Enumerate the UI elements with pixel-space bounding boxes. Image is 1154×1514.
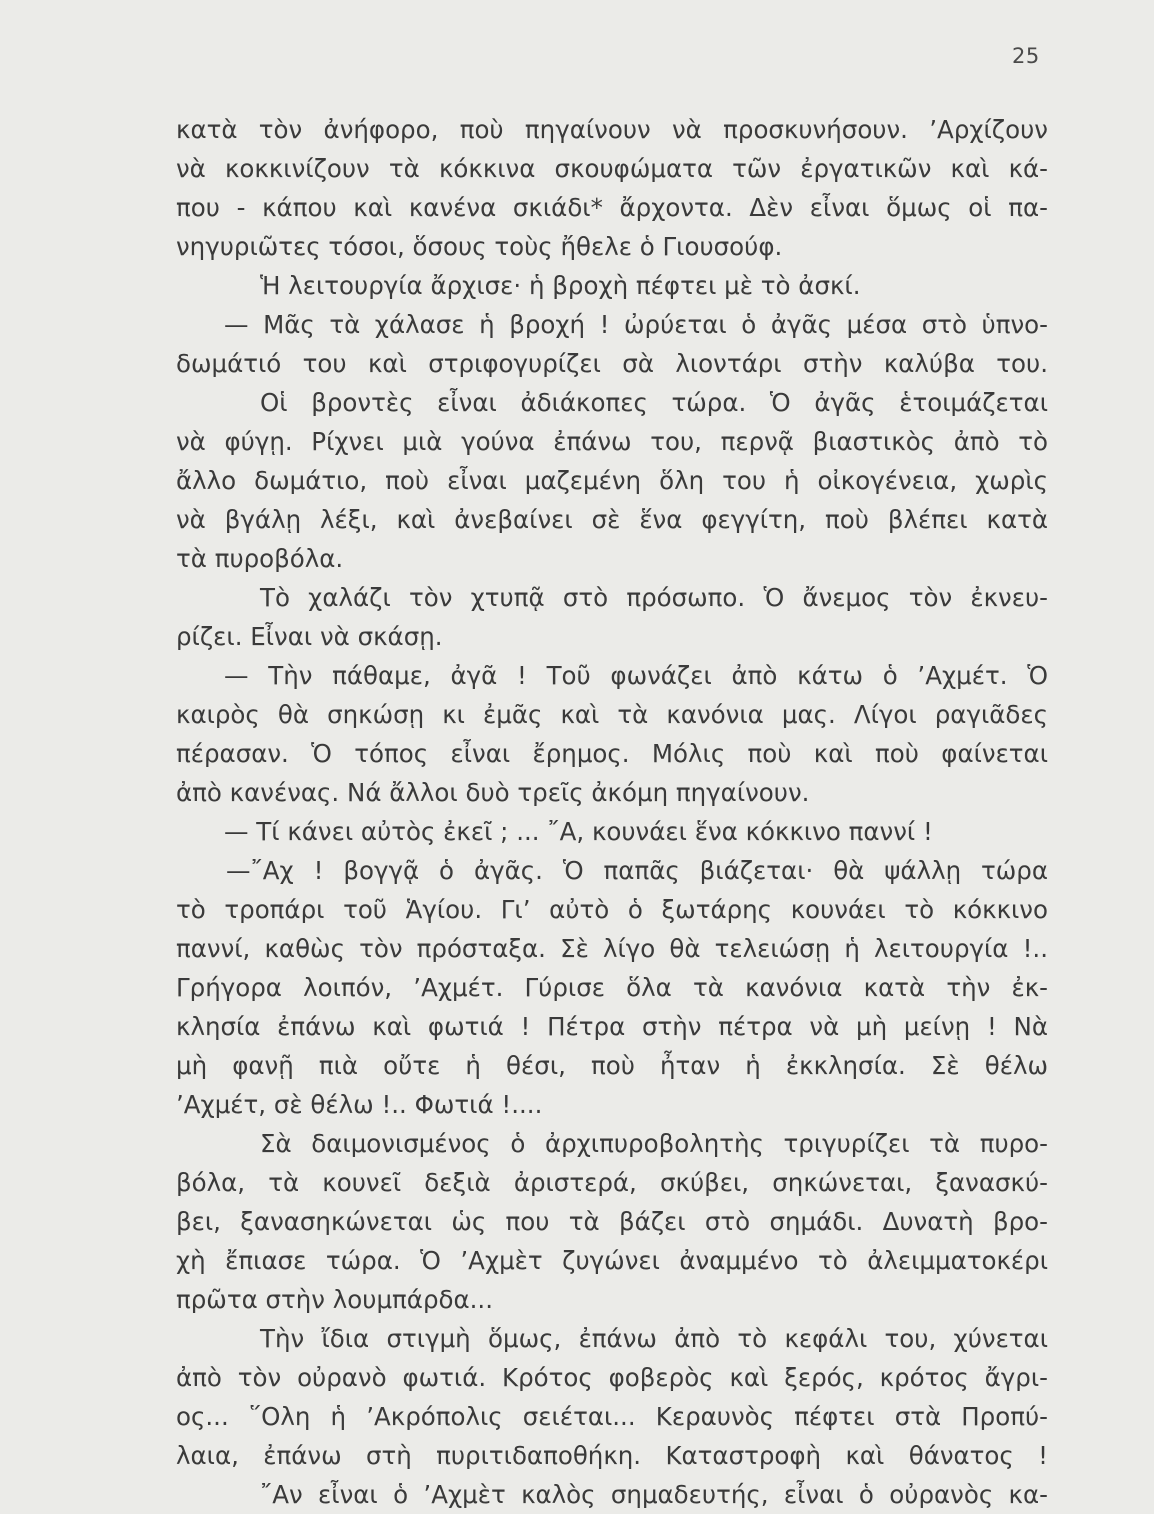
text-line: Οἱ βροντὲς εἶναι ἀδιάκοπες τώρα. Ὁ ἀγᾶς ἑτοιμάζεται: [260, 388, 1048, 417]
text-line: μὴ φανῇ πιὰ οὔτε ἡ θέσι, ποὺ ἦταν ἡ ἐκκλησία. Σὲ θέλω: [176, 1051, 1048, 1080]
text-line: νὰ κοκκινίζουν τὰ κόκκινα σκουφώματα τῶν ἐργατικῶν καὶ κά-: [176, 154, 1048, 183]
text-line: Γρήγορα λοιπόν, ’Αχμέτ. Γύρισε ὅλα τὰ κανόνια κατὰ τὴν ἐκ-: [176, 973, 1048, 1002]
text-line: Ἡ λειτουργία ἄρχισε· ἡ βροχὴ πέφτει μὲ τὸ ἀσκί.: [260, 271, 861, 300]
text-line: πρῶτα στὴν λουμπάρδα...: [176, 1285, 493, 1314]
text-line: χὴ ἔπιασε τώρα. Ὁ ’Αχμὲτ ζυγώνει ἀναμμένο τὸ ἀλειμματοκέρι: [176, 1246, 1048, 1275]
text-line: νηγυριῶτες τόσοι, ὅσους τοὺς ἤθελε ὁ Γιουσούφ.: [176, 232, 783, 261]
text-line: κατὰ τὸν ἀνήφορο, ποὺ πηγαίνουν νὰ προσκυνήσουν. ’Αρχίζουν: [176, 115, 1048, 144]
text-line: ἀπὸ τὸν οὐρανὸ φωτιά. Κρότος φοβερὸς καὶ ξερός, κρότος ἄγρι-: [176, 1363, 1048, 1392]
text-line: ος... ῞Ολη ἡ ’Ακρόπολις σειέται... Κεραυνὸς πέφτει στὰ Προπύ-: [176, 1402, 1048, 1431]
text-line: παννί, καθὼς τὸν πρόσταξα. Σὲ λίγο θὰ τελειώσῃ ἡ λειτουργία !..: [176, 934, 1048, 963]
text-line: βόλα, τὰ κουνεῖ δεξιὰ ἀριστερά, σκύβει, σηκώνεται, ξανασκύ-: [176, 1168, 1048, 1197]
text-line: βει, ξανασηκώνεται ὡς που τὰ βάζει στὸ σημάδι. Δυνατὴ βρο-: [176, 1207, 1048, 1236]
body-text: [176, 110, 1048, 1514]
text-line: ἄλλο δωμάτιο, ποὺ εἶναι μαζεμένη ὅλη του ἡ οἰκογένεια, χωρὶς: [176, 466, 1048, 495]
text-line: κλησία ἐπάνω καὶ φωτιά ! Πέτρα στὴν πέτρα νὰ μὴ μείνῃ ! Νὰ: [176, 1012, 1048, 1041]
text-line: νὰ βγάλῃ λέξι, καὶ ἀνεβαίνει σὲ ἕνα φεγγίτη, ποὺ βλέπει κατὰ: [176, 505, 1048, 534]
text-line: — Τὴν πάθαμε, ἀγᾶ ! Τοῦ φωνάζει ἀπὸ κάτω ὁ ’Αχμέτ. Ὁ: [224, 661, 1048, 690]
text-line: ῎Αν εἶναι ὁ ’Αχμὲτ καλὸς σημαδευτής, εἶναι ὁ οὐρανὸς κα-: [260, 1480, 1048, 1509]
text-line: τὰ πυροβόλα.: [176, 544, 344, 573]
text-line: Τὸ χαλάζι τὸν χτυπᾷ στὸ πρόσωπο. Ὁ ἄνεμος τὸν ἐκνευ-: [260, 583, 1048, 612]
text-line: ἀπὸ κανένας. Νά ἄλλοι δυὸ τρεῖς ἀκόμη πηγαίνουν.: [176, 778, 810, 807]
text-line: τὸ τροπάρι τοῦ Ἁγίου. Γι’ αὐτὸ ὁ ξωτάρης κουνάει τὸ κόκκινο: [176, 895, 1048, 924]
text-line: καιρὸς θὰ σηκώσῃ κι ἐμᾶς καὶ τὰ κανόνια μας. Λίγοι ραγιᾶδες: [176, 700, 1048, 729]
text-line: —῎Αχ ! βογγᾷ ὁ ἀγᾶς. Ὁ παπᾶς βιάζεται· θὰ ψάλλῃ τώρα: [226, 856, 1048, 885]
text-line: Τὴν ἴδια στιγμὴ ὅμως, ἐπάνω ἀπὸ τὸ κεφάλι του, χύνεται: [260, 1324, 1048, 1353]
text-line: που - κάπου καὶ κανένα σκιάδι* ἄρχοντα. Δὲν εἶναι ὅμως οἱ πα-: [176, 193, 1048, 222]
text-line: ρίζει. Εἶναι νὰ σκάσῃ.: [176, 622, 443, 651]
text-line: δωμάτιό του καὶ στριφογυρίζει σὰ λιοντάρι στὴν καλύβα του.: [176, 349, 1048, 378]
text-line: Σὰ δαιμονισμένος ὁ ἀρχιπυροβολητὴς τριγυρίζει τὰ πυρο-: [260, 1129, 1048, 1158]
text-line: νὰ φύγῃ. Ρίχνει μιὰ γούνα ἐπάνω του, περνᾷ βιαστικὸς ἀπὸ τὸ: [176, 427, 1048, 456]
page-number: 25: [1012, 44, 1040, 68]
text-line: — Τί κάνει αὐτὸς ἐκεῖ ; ... ῎Α, κουνάει ἕνα κόκκινο παννί !: [224, 817, 933, 846]
text-line: λαια, ἐπάνω στὴ πυριτιδαποθήκη. Καταστροφὴ καὶ θάνατος !: [176, 1441, 1048, 1470]
text-line: — Μᾶς τὰ χάλασε ἡ βροχή ! ὠρύεται ὁ ἀγᾶς μέσα στὸ ὑπνο-: [224, 310, 1048, 339]
text-line: ’Αχμέτ, σὲ θέλω !.. Φωτιά !....: [176, 1090, 543, 1119]
text-line: πέρασαν. Ὁ τόπος εἶναι ἔρημος. Μόλις ποὺ καὶ ποὺ φαίνεται: [176, 739, 1048, 768]
